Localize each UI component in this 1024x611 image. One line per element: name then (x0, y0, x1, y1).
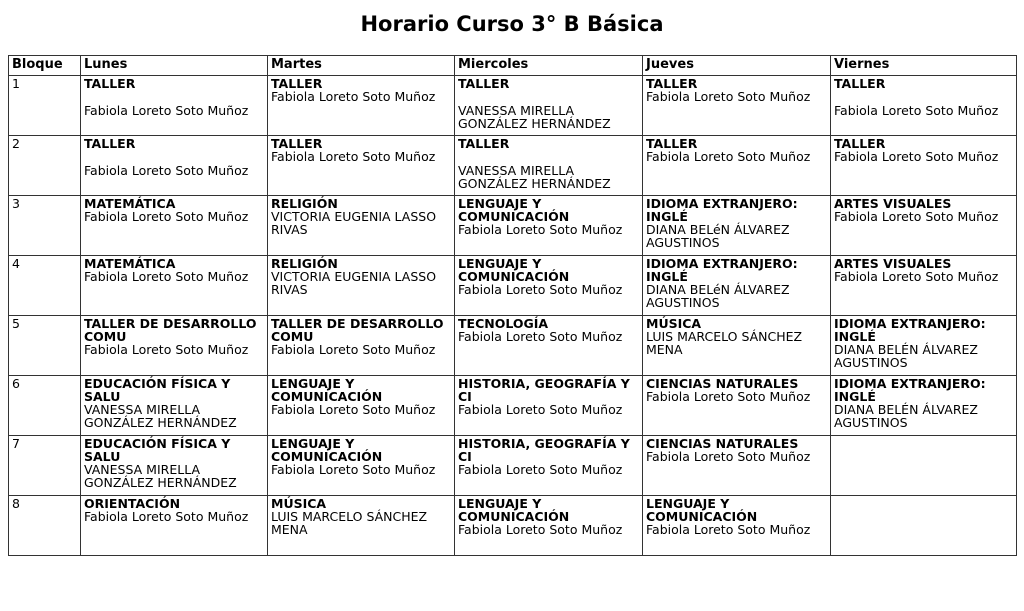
subject-label: IDIOMA EXTRANJERO: INGLÉ (834, 376, 986, 404)
subject-label: LENGUAJE Y COMUNICACIÓN (458, 256, 570, 284)
teacher-name: Fabiola Loreto Soto Muñoz (834, 149, 999, 164)
teacher-name: Fabiola Loreto Soto Muñoz (84, 163, 249, 178)
schedule-cell-martes (268, 196, 455, 256)
teacher-name: Fabiola Loreto Soto Muñoz (271, 89, 436, 104)
subject-label: LENGUAJE Y COMUNICACIÓN (646, 496, 758, 524)
teacher-name: Fabiola Loreto Soto Muñoz (458, 222, 623, 237)
teacher-name: DIANA BELÉN ÁLVAREZ AGUSTINOS (834, 402, 978, 430)
teacher-name: Fabiola Loreto Soto Muñoz (834, 269, 999, 284)
table-row (9, 256, 1017, 316)
teacher-name: Fabiola Loreto Soto Muñoz (646, 522, 811, 537)
header-lunes: Lunes (81, 56, 268, 76)
schedule-cell-miercoles (455, 316, 643, 376)
schedule-cell-viernes (831, 436, 1017, 496)
schedule-cell-jueves (643, 316, 831, 376)
schedule-cell-miercoles (455, 496, 643, 556)
table-row (9, 436, 1017, 496)
schedule-cell-viernes (831, 196, 1017, 256)
schedule-cell-miercoles (455, 196, 643, 256)
schedule-cell-martes (268, 76, 455, 136)
schedule-cell-lunes (81, 316, 268, 376)
teacher-name: Fabiola Loreto Soto Muñoz (646, 449, 811, 464)
subject-label: CIENCIAS NATURALES (646, 436, 799, 451)
table-row (9, 316, 1017, 376)
subject-label: TALLER (271, 136, 323, 151)
schedule-cell-jueves (643, 196, 831, 256)
teacher-name: Fabiola Loreto Soto Muñoz (458, 522, 623, 537)
schedule-cell-viernes (831, 136, 1017, 196)
bloque-cell: 1 (9, 76, 81, 136)
teacher-name: Fabiola Loreto Soto Muñoz (834, 103, 999, 118)
teacher-name: LUIS MARCELO SÁNCHEZ MENA (271, 509, 428, 537)
subject-label: MATEMÁTICA (84, 196, 176, 211)
teacher-name: Fabiola Loreto Soto Muñoz (84, 269, 249, 284)
subject-label: TALLER (834, 76, 886, 91)
teacher-name: Fabiola Loreto Soto Muñoz (271, 402, 436, 417)
teacher-name: Fabiola Loreto Soto Muñoz (646, 89, 811, 104)
subject-label: TALLER (458, 136, 510, 151)
bloque-cell: 3 (9, 196, 81, 256)
schedule-cell-miercoles (455, 136, 643, 196)
schedule-cell-miercoles (455, 76, 643, 136)
header-bloque: Bloque (9, 56, 81, 76)
subject-label: TALLER (646, 76, 698, 91)
schedule-cell-lunes (81, 196, 268, 256)
schedule-cell-martes (268, 496, 455, 556)
bloque-cell: 5 (9, 316, 81, 376)
schedule-cell-martes (268, 376, 455, 436)
table-row (9, 136, 1017, 196)
teacher-name: VANESSA MIRELLA GONZÁLEZ HERNÁNDEZ (458, 103, 611, 131)
schedule-cell-viernes (831, 256, 1017, 316)
schedule-cell-lunes (81, 496, 268, 556)
bloque-cell: 6 (9, 376, 81, 436)
teacher-name: Fabiola Loreto Soto Muñoz (84, 342, 249, 357)
header-miercoles: Miercoles (455, 56, 643, 76)
subject-label: RELIGIÓN (271, 196, 338, 211)
schedule-cell-viernes (831, 76, 1017, 136)
header-row (9, 56, 1017, 76)
teacher-name: VANESSA MIRELLA GONZÁLEZ HERNÁNDEZ (84, 462, 237, 490)
schedule-cell-martes (268, 136, 455, 196)
subject-label: TALLER (84, 136, 136, 151)
schedule-cell-jueves (643, 256, 831, 316)
schedule-cell-martes (268, 316, 455, 376)
teacher-name: Fabiola Loreto Soto Muñoz (271, 342, 436, 357)
schedule-cell-miercoles (455, 436, 643, 496)
schedule-cell-martes (268, 436, 455, 496)
subject-label: CIENCIAS NATURALES (646, 376, 799, 391)
schedule-cell-jueves (643, 136, 831, 196)
teacher-name: Fabiola Loreto Soto Muñoz (834, 209, 999, 224)
teacher-name: Fabiola Loreto Soto Muñoz (458, 402, 623, 417)
schedule-cell-miercoles (455, 256, 643, 316)
schedule-cell-viernes (831, 496, 1017, 556)
subject-label: TALLER (84, 76, 136, 91)
subject-label: RELIGIÓN (271, 256, 338, 271)
subject-label: TALLER (646, 136, 698, 151)
teacher-name: Fabiola Loreto Soto Muñoz (271, 149, 436, 164)
subject-label: IDIOMA EXTRANJERO: INGLÉ (646, 256, 798, 284)
teacher-name: DIANA BELéN ÁLVAREZ AGUSTINOS (646, 222, 790, 250)
subject-label: TALLER (458, 76, 510, 91)
teacher-name: LUIS MARCELO SÁNCHEZ MENA (646, 329, 803, 357)
schedule-cell-martes (268, 256, 455, 316)
subject-label: TALLER DE DESARROLLO COMU (84, 316, 257, 344)
bloque-cell: 2 (9, 136, 81, 196)
header-jueves: Jueves (643, 56, 831, 76)
schedule-cell-lunes (81, 76, 268, 136)
schedule-cell-miercoles (455, 376, 643, 436)
subject-label: ARTES VISUALES (834, 256, 952, 271)
subject-label: LENGUAJE Y COMUNICACIÓN (271, 436, 383, 464)
subject-label: MÚSICA (271, 496, 327, 511)
subject-label: EDUCACIÓN FÍSICA Y SALU (84, 436, 231, 464)
teacher-name: Fabiola Loreto Soto Muñoz (458, 329, 623, 344)
teacher-name: Fabiola Loreto Soto Muñoz (646, 149, 811, 164)
page-title: Horario Curso 3° B Básica (360, 12, 664, 36)
subject-label: TALLER (271, 76, 323, 91)
teacher-name: Fabiola Loreto Soto Muñoz (84, 509, 249, 524)
schedule-cell-jueves (643, 376, 831, 436)
teacher-name: VICTORIA EUGENIA LASSO RIVAS (271, 269, 437, 297)
schedule-body (9, 76, 1017, 556)
subject-label: HISTORIA, GEOGRAFÍA Y CI (458, 436, 630, 464)
schedule-cell-lunes (81, 136, 268, 196)
schedule-cell-jueves (643, 76, 831, 136)
schedule-table (8, 55, 1017, 556)
teacher-name: DIANA BELéN ÁLVAREZ AGUSTINOS (646, 282, 790, 310)
table-row (9, 376, 1017, 436)
subject-label: IDIOMA EXTRANJERO: INGLÉ (834, 316, 986, 344)
schedule-cell-lunes (81, 256, 268, 316)
bloque-cell: 7 (9, 436, 81, 496)
teacher-name: VANESSA MIRELLA GONZÁLEZ HERNÁNDEZ (458, 163, 611, 191)
teacher-name: Fabiola Loreto Soto Muñoz (458, 462, 623, 477)
teacher-name: VICTORIA EUGENIA LASSO RIVAS (271, 209, 437, 237)
teacher-name: Fabiola Loreto Soto Muñoz (646, 389, 811, 404)
teacher-name: Fabiola Loreto Soto Muñoz (84, 103, 249, 118)
subject-label: ORIENTACIÓN (84, 496, 181, 511)
table-row (9, 496, 1017, 556)
schedule-cell-jueves (643, 496, 831, 556)
table-row (9, 196, 1017, 256)
teacher-name: Fabiola Loreto Soto Muñoz (458, 282, 623, 297)
schedule-cell-jueves (643, 436, 831, 496)
schedule-cell-lunes (81, 376, 268, 436)
subject-label: IDIOMA EXTRANJERO: INGLÉ (646, 196, 798, 224)
bloque-cell: 8 (9, 496, 81, 556)
bloque-cell: 4 (9, 256, 81, 316)
teacher-name: DIANA BELÉN ÁLVAREZ AGUSTINOS (834, 342, 978, 370)
subject-label: LENGUAJE Y COMUNICACIÓN (458, 196, 570, 224)
teacher-name: Fabiola Loreto Soto Muñoz (271, 462, 436, 477)
teacher-name: VANESSA MIRELLA GONZÁLEZ HERNÁNDEZ (84, 402, 237, 430)
header-martes: Martes (268, 56, 455, 76)
table-row (9, 76, 1017, 136)
header-viernes: Viernes (831, 56, 1017, 76)
teacher-name: Fabiola Loreto Soto Muñoz (84, 209, 249, 224)
schedule-cell-viernes (831, 316, 1017, 376)
subject-label: EDUCACIÓN FÍSICA Y SALU (84, 376, 231, 404)
subject-label: TALLER (834, 136, 886, 151)
subject-label: LENGUAJE Y COMUNICACIÓN (271, 376, 383, 404)
schedule-cell-lunes (81, 436, 268, 496)
subject-label: MATEMÁTICA (84, 256, 176, 271)
subject-label: TALLER DE DESARROLLO COMU (271, 316, 444, 344)
subject-label: ARTES VISUALES (834, 196, 952, 211)
subject-label: HISTORIA, GEOGRAFÍA Y CI (458, 376, 630, 404)
subject-label: TECNOLOGÍA (458, 316, 549, 331)
schedule-cell-viernes (831, 376, 1017, 436)
subject-label: LENGUAJE Y COMUNICACIÓN (458, 496, 570, 524)
subject-label: MÚSICA (646, 316, 702, 331)
